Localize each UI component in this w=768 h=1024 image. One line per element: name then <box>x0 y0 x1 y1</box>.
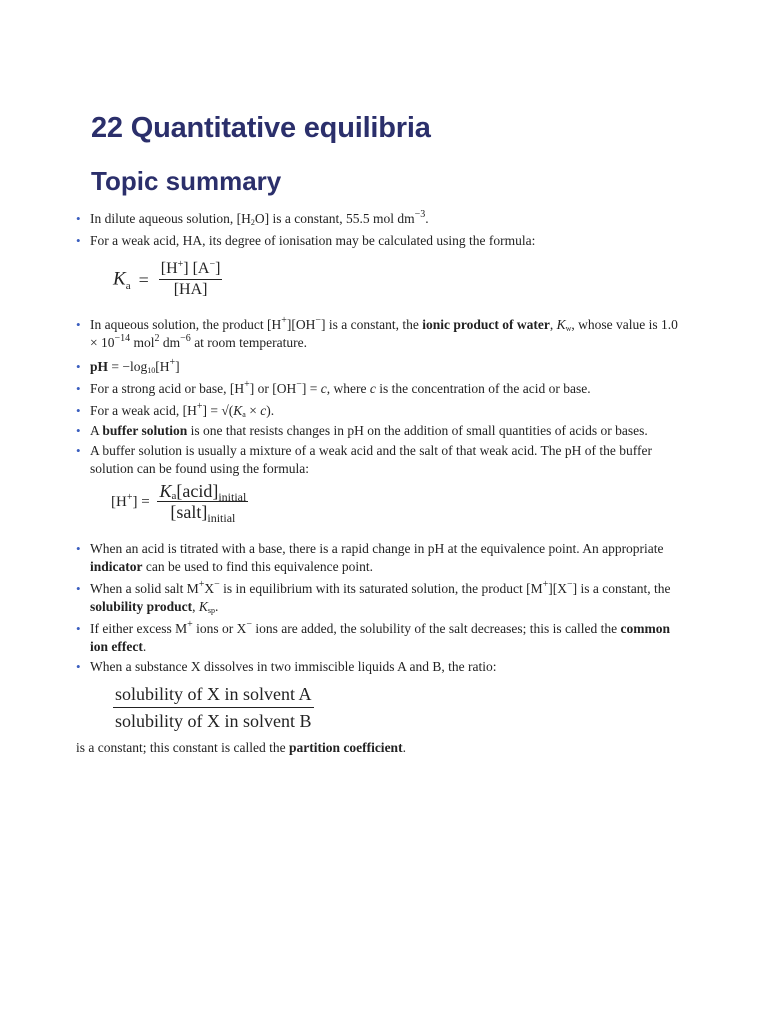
summary-item-buffer-definition: • A buffer solution is one that resists changes in pH on the addition of small quantities of acids or bases. <box>76 422 686 440</box>
summary-item-buffer-mixture: • A buffer solution is usually a mixture of a weak acid and the salt of that weak acid. The pH of the buffer solution can be found using the formula: <box>76 442 686 478</box>
summary-item-weak-acid-h: • For a weak acid, $[H^+] = √(K_a \times c)$. <box>76 402 686 420</box>
partition-formula <box>113 682 686 733</box>
buffer-fraction: $\frac{K_a[acid]_{initial}}{[salt]_{initial}}$ <box>159 481 247 525</box>
ka-formula: $K_a$ = $\frac{[H^+] [A^-]}{[HA]}$ <box>113 259 221 298</box>
buffer-formula: [H+] = $\frac{K_a[acid]_{initial}}{[salt]_{initial}}$ <box>111 481 247 525</box>
summary-item-weak-acid-ionisation: • For a weak acid, HA, its degree of ionisation may be calculated using the formula: <box>76 232 686 250</box>
summary-item-titration: • When an acid is titrated with a base, there is a rapid change in pH at the equivalence point. An appropriate indicator can be used to find this equivalence point. <box>76 540 686 576</box>
topic-summary-content <box>76 208 686 757</box>
chapter-title: 22 Quantitative equilibria <box>91 112 431 144</box>
partition-conclusion: is a constant; this constant is called the partition coefficient. <box>76 740 406 755</box>
ka-fraction: $\frac{[H^+] [A^-]}{[HA]}$ <box>160 259 221 298</box>
summary-item-solubility-product: • When a solid salt M+X− is in equilibrium with its saturated solution, the product [M+][X−] is a constant, the solubility product, $K_{sp}$. <box>76 580 686 616</box>
summary-item-partition-intro: • When a substance X dissolves in two immiscible liquids A and B, the ratio: <box>76 658 686 676</box>
section-title: Topic summary <box>91 166 282 196</box>
partition-fraction: $\frac{\text{solubility of X in solvent A}}{\text{solubility of X in solvent B}}$ <box>115 684 312 731</box>
summary-item-common-ion: • If either excess M+ ions or X− ions are added, the solubility of the salt decreases; this is called the common ion effect. <box>76 620 686 656</box>
summary-item-water-concentration: • In dilute aqueous solution, $[H_2O]$ is a constant, 55.5 mol $dm^{-3}$. <box>76 210 686 228</box>
summary-item-strong-acid: • For a strong acid or base, [H+] or [OH−] = c, where c is the concentration of the acid or base. <box>76 380 686 398</box>
summary-item-ionic-product: • In aqueous solution, the product [H+][OH−] is a constant, the ionic product of water, $K_w$, whose value is $1.0 \times 10^{-14}$ mol$^2$ $dm^{-6}$ at room temperature. <box>76 316 686 352</box>
summary-item-ph-definition: • pH = $-\log_{10}[H^+]$ <box>76 358 686 376</box>
